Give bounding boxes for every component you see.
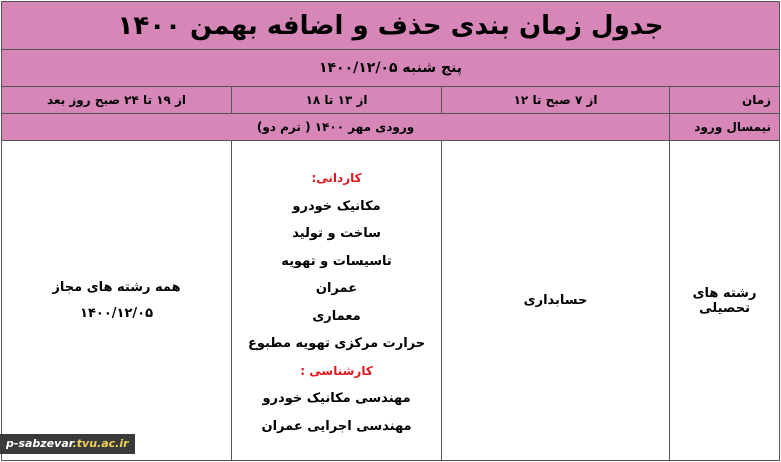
time-slot-morning: از ۷ صبح تا ۱۲ bbox=[442, 87, 670, 114]
date-line: پنج شنبه ۱۴۰۰/۱۲/۰۵ bbox=[2, 50, 780, 87]
entry-label: نیمسال ورود bbox=[670, 114, 780, 141]
fields-night bbox=[2, 141, 232, 461]
time-label: زمان bbox=[670, 87, 780, 114]
list-item: معماری bbox=[312, 308, 361, 324]
table-title: جدول زمان بندی حذف و اضافه بهمن ۱۴۰۰ bbox=[2, 2, 780, 50]
list-item: مکانیک خودرو bbox=[292, 198, 381, 214]
kardani-heading: کاردانی: bbox=[311, 171, 362, 185]
fields-afternoon bbox=[232, 141, 442, 461]
site-watermark bbox=[0, 434, 135, 454]
fields-label: رشته های تحصیلی bbox=[670, 141, 780, 461]
list-item: حرارت مرکزی تهویه مطبوع bbox=[247, 336, 426, 351]
fields-morning: حسابداری bbox=[442, 141, 670, 461]
list-item: عمران bbox=[315, 281, 358, 296]
watermark-site: p-sabzevar bbox=[6, 437, 73, 450]
list-item: تاسیسات و تهویه bbox=[281, 253, 392, 269]
time-slot-night: از ۱۹ تا ۲۴ صبح روز بعد bbox=[2, 87, 232, 114]
list-item: ساخت و تولید bbox=[292, 226, 381, 241]
all-fields-text: همه رشته های مجاز bbox=[52, 279, 181, 295]
all-fields-date: ۱۴۰۰/۱۲/۰۵ bbox=[80, 305, 154, 321]
time-slot-afternoon: از ۱۳ تا ۱۸ bbox=[232, 87, 442, 114]
karshenasi-heading: کارشناسی : bbox=[300, 363, 373, 378]
list-item: مهندسی مکانیک خودرو bbox=[262, 391, 411, 406]
entry-value: ورودی مهر ۱۴۰۰ ( ترم دو) bbox=[2, 114, 670, 141]
schedule-table bbox=[1, 1, 780, 461]
watermark-domain: .tvu.ac.ir bbox=[72, 437, 129, 450]
list-item: مهندسی اجرایی عمران bbox=[261, 418, 412, 434]
